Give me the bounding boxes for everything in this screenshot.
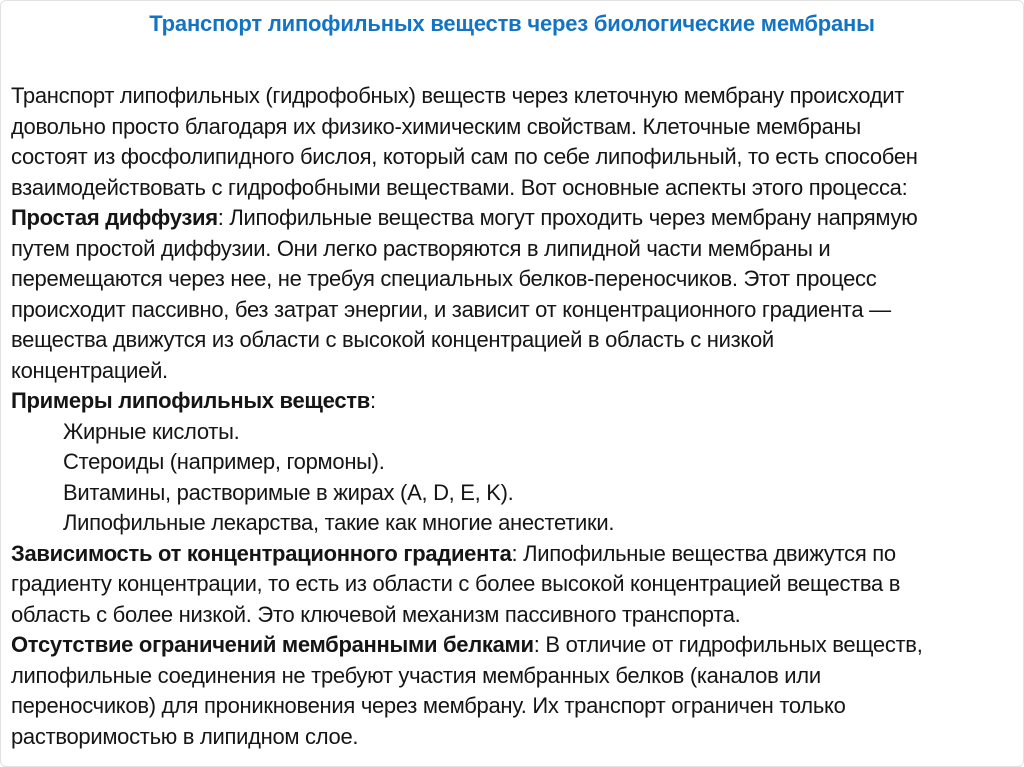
text-line <box>11 295 1013 326</box>
text-line <box>11 600 1013 631</box>
list-item-line <box>11 447 1013 478</box>
text-line <box>11 264 1013 295</box>
text-line <box>11 234 1013 265</box>
text-run: состоят из фосфолипидного бислоя, который сам по себе липофильный, то есть способен <box>11 144 918 169</box>
list-item-line <box>11 478 1013 509</box>
text-run: переносчиков) для проникновения через мембрану. Их транспорт ограничен только <box>11 693 846 718</box>
text-line <box>11 630 1013 661</box>
text-line <box>11 81 1013 112</box>
text-run: область с более низкой. Это ключевой механизм пассивного транспорта. <box>11 601 741 627</box>
text-run: происходит пассивно, без затрат энергии, и зависит от концентрационного градиента — <box>11 296 891 322</box>
text-run: Липофильные лекарства, такие как многие анестетики. <box>63 510 615 535</box>
text-line <box>11 539 1013 570</box>
text-line <box>11 356 1013 387</box>
text-run: довольно просто благодаря их физико-химическим свойствам. Клеточные мембраны <box>11 113 861 139</box>
text-line <box>11 325 1013 356</box>
bold-text-run: Зависимость от концентрационного градиента <box>11 540 512 566</box>
text-run: взаимодействовать с гидрофобными веществами. Вот основные аспекты этого процесса: <box>11 174 908 200</box>
text-line <box>11 386 1013 417</box>
text-run: Жирные кислоты. <box>63 418 240 444</box>
text-run: растворимостью в липидном слое. <box>11 723 359 749</box>
text-run: : В отличие от гидрофильных веществ, <box>533 632 923 657</box>
text-run: градиенту концентрации, то есть из области с более высокой концентрацией вещества в <box>11 571 901 596</box>
text-run: Стероиды (например, гормоны). <box>63 449 385 474</box>
text-line <box>11 722 1013 753</box>
text-run: : Липофильные вещества могут проходить через мембрану напрямую <box>217 205 918 230</box>
text-line <box>11 661 1013 692</box>
document-body <box>11 81 1013 752</box>
text-run: концентрацией. <box>11 357 168 383</box>
text-run: путем простой диффузии. Они легко растворяются в липидной части мембраны и <box>11 235 831 261</box>
text-line <box>11 112 1013 143</box>
text-run: : <box>369 388 376 413</box>
text-line <box>11 569 1013 600</box>
text-line <box>11 142 1013 173</box>
text-line <box>11 203 1013 234</box>
bold-text-run: Простая диффузия <box>11 205 218 230</box>
text-run: перемещаются через нее, не требуя специальных белков-переносчиков. Этот процесс <box>11 266 877 291</box>
text-run: : Липофильные вещества движутся по <box>511 540 896 566</box>
bold-text-run: Отсутствие ограничений мембранными белками <box>11 632 534 657</box>
text-line <box>11 173 1013 204</box>
text-run: липофильные соединения не требуют участия мембранных белков (каналов или <box>11 662 821 688</box>
list-item-line <box>11 417 1013 448</box>
text-run: Транспорт липофильных (гидрофобных) веществ через клеточную мембрану происходит <box>11 83 905 108</box>
bold-text-run: Примеры липофильных веществ <box>11 388 370 413</box>
list-item-line <box>11 508 1013 539</box>
slide-title: Транспорт липофильных веществ через биологические мембраны <box>149 11 875 36</box>
text-line <box>11 691 1013 722</box>
text-run: вещества движутся из области с высокой концентрацией в область с низкой <box>11 327 774 352</box>
text-run: Витамины, растворимые в жирах (A, D, E, K). <box>63 479 514 505</box>
